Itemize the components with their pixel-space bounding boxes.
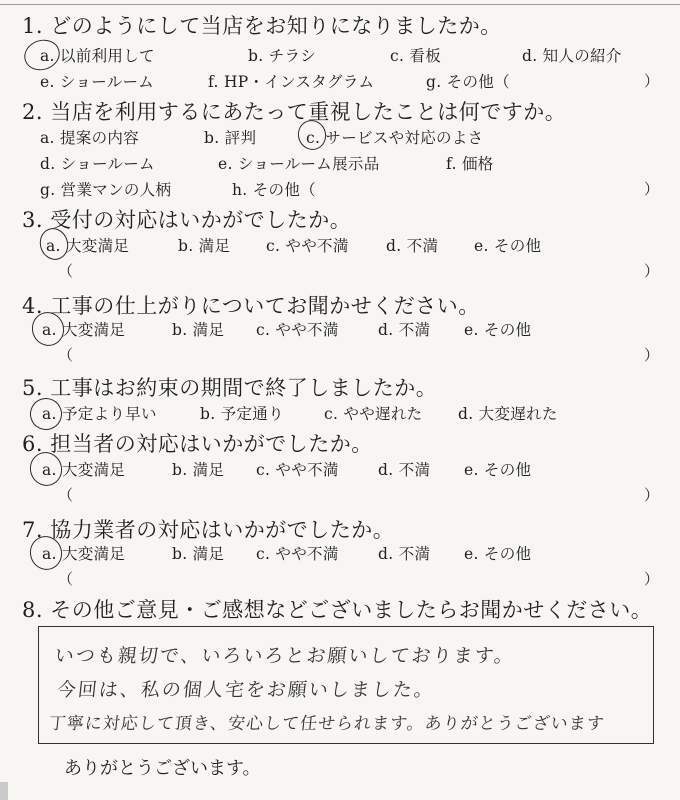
q2-close-paren: ） bbox=[644, 180, 660, 198]
q3-open-paren: （ bbox=[58, 262, 74, 280]
q3-close-paren: ） bbox=[644, 262, 660, 280]
q5-option-b[interactable]: b. 予定通り bbox=[200, 405, 284, 423]
q1-close-paren: ） bbox=[644, 72, 660, 90]
q4-option-d[interactable]: d. 不満 bbox=[378, 321, 431, 339]
q4-open-paren: （ bbox=[58, 346, 74, 364]
footer-thanks: ありがとうございます。 bbox=[64, 758, 261, 779]
q7-option-d[interactable]: d. 不満 bbox=[378, 545, 431, 563]
question-2-title: 2. 当店を利用するにあたって重視したことは何ですか。 bbox=[22, 100, 567, 124]
q4-option-b[interactable]: b. 満足 bbox=[172, 321, 225, 339]
question-1-title: 1. どのようにして当店をお知りになりましたか。 bbox=[22, 14, 502, 38]
q6-option-d[interactable]: d. 不満 bbox=[378, 461, 431, 479]
corner-mark bbox=[0, 782, 8, 800]
q4-close-paren: ） bbox=[644, 346, 660, 364]
question-6-title: 6. 担当者の対応はいかがでしたか。 bbox=[22, 432, 373, 456]
question-8-title: 8. その他ご意見・ご感想などございましたらお聞かせください。 bbox=[22, 598, 653, 622]
q1-option-g[interactable]: g. その他（ bbox=[426, 73, 510, 91]
q7-option-c[interactable]: c. やや不満 bbox=[256, 545, 339, 563]
q2-option-c[interactable]: c. サービスや対応のよさ bbox=[306, 129, 484, 147]
q6-option-b[interactable]: b. 満足 bbox=[172, 461, 225, 479]
q6-option-c[interactable]: c. やや不満 bbox=[256, 461, 339, 479]
q3-option-e[interactable]: e. その他 bbox=[474, 237, 542, 255]
q6-option-a[interactable]: a. 大変満足 bbox=[42, 461, 126, 479]
q3-option-c[interactable]: c. やや不満 bbox=[266, 237, 349, 255]
comment-line-1: いつも親切で、いろいろとお願いしております。 bbox=[53, 645, 517, 667]
question-3-title: 3. 受付の対応はいかがでしたか。 bbox=[22, 208, 352, 232]
q7-close-paren: ） bbox=[644, 570, 660, 588]
q2-option-a[interactable]: a. 提案の内容 bbox=[40, 129, 139, 147]
comment-box[interactable] bbox=[38, 626, 654, 744]
q6-open-paren: （ bbox=[58, 486, 74, 504]
q2-option-h[interactable]: h. その他（ bbox=[232, 181, 316, 199]
question-4-title: 4. 工事の仕上がりについてお聞かせください。 bbox=[22, 294, 480, 318]
question-7-title: 7. 協力業者の対応はいかがでしたか。 bbox=[22, 518, 395, 542]
question-5-title: 5. 工事はお約束の期間で終了しましたか。 bbox=[22, 376, 438, 400]
q2-option-d[interactable]: d. ショールーム bbox=[40, 155, 155, 173]
q3-option-a[interactable]: a. 大変満足 bbox=[46, 237, 130, 255]
q1-option-f[interactable]: f. HP・インスタグラム bbox=[208, 73, 375, 91]
q7-open-paren: （ bbox=[58, 570, 74, 588]
q3-option-b[interactable]: b. 満足 bbox=[178, 237, 231, 255]
q7-option-e[interactable]: e. その他 bbox=[464, 545, 532, 563]
q1-option-e[interactable]: e. ショールーム bbox=[40, 73, 155, 91]
q5-option-d[interactable]: d. 大変遅れた bbox=[458, 405, 558, 423]
q4-option-e[interactable]: e. その他 bbox=[464, 321, 532, 339]
q7-option-a[interactable]: a. 大変満足 bbox=[42, 545, 126, 563]
q4-option-c[interactable]: c. やや不満 bbox=[256, 321, 339, 339]
q2-option-b[interactable]: b. 評判 bbox=[204, 129, 257, 147]
q2-option-e[interactable]: e. ショールーム展示品 bbox=[218, 155, 380, 173]
q5-option-c[interactable]: c. やや遅れた bbox=[324, 405, 423, 423]
q1-option-c[interactable]: c. 看板 bbox=[390, 47, 442, 65]
q3-option-d[interactable]: d. 不満 bbox=[386, 237, 439, 255]
comment-line-2: 今回は、私の個人宅をお願いしました。 bbox=[55, 679, 437, 701]
q7-option-b[interactable]: b. 満足 bbox=[172, 545, 225, 563]
q6-option-e[interactable]: e. その他 bbox=[464, 461, 532, 479]
q2-option-f[interactable]: f. 価格 bbox=[446, 155, 494, 173]
q4-option-a[interactable]: a. 大変満足 bbox=[42, 321, 126, 339]
q1-option-a[interactable]: a. 以前利用して bbox=[40, 47, 155, 65]
q5-option-a[interactable]: a. 予定より早い bbox=[42, 405, 157, 423]
top-divider bbox=[0, 4, 680, 5]
comment-line-3: 丁寧に対応して頂き、安心して任せられます。ありがとうございます bbox=[47, 714, 606, 734]
q1-option-b[interactable]: b. チラシ bbox=[248, 47, 317, 65]
q6-close-paren: ） bbox=[644, 486, 660, 504]
q2-option-g[interactable]: g. 営業マンの人柄 bbox=[40, 181, 172, 199]
q1-option-d[interactable]: d. 知人の紹介 bbox=[522, 47, 622, 65]
